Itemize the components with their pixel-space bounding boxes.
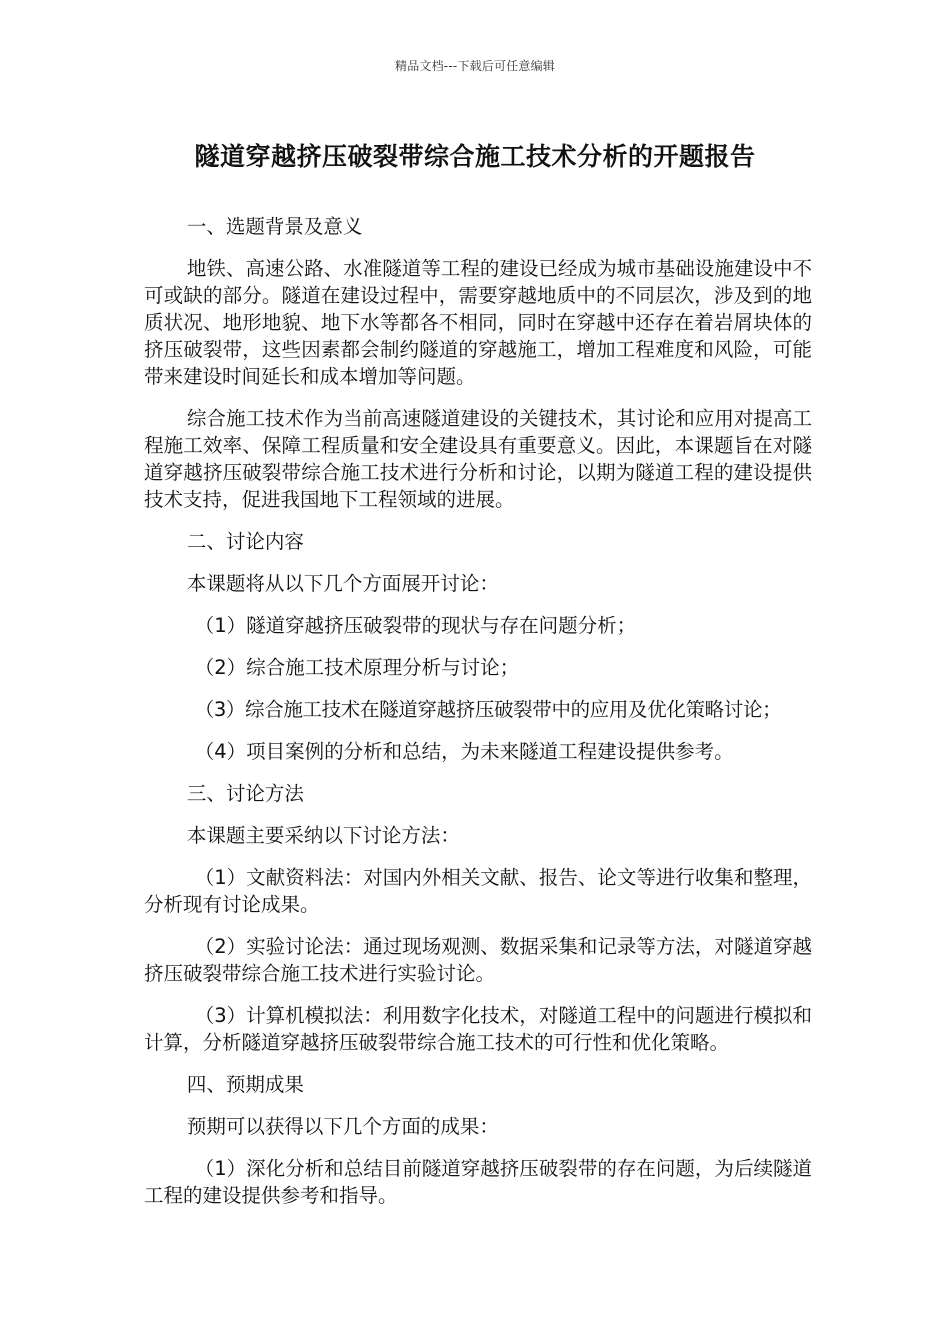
section-intro: 本课题将从以下几个方面展开讨论： bbox=[186, 572, 499, 595]
list-item: （1）深化分析和总结目前隧道穿越挤压破裂带的存在问题，为后续隧道工程的建设提供参考和指导。 bbox=[144, 1157, 812, 1207]
list-item: （1）隧道穿越挤压破裂带的现状与存在问题分析； bbox=[194, 614, 637, 637]
list-item: （2）实验讨论法：通过现场观测、数据采集和记录等方法，对隧道穿越挤压破裂带综合施工技术进行实验讨论。 bbox=[144, 935, 812, 985]
section-heading-3: 三、讨论方法 bbox=[186, 782, 304, 805]
paragraph: 综合施工技术作为当前高速隧道建设的关键技术，其讨论和应用对提高工程施工效率、保障工程质量和安全建设具有重要意义。因此，本课题旨在对隧道穿越挤压破裂带综合施工技术进行分析和讨论，以期为隧道工程的建设提供技术支持，促进我国地下工程领域的进展。 bbox=[144, 407, 812, 511]
section-heading-1: 一、选题背景及意义 bbox=[186, 215, 363, 238]
list-item: （3）综合施工技术在隧道穿越挤压破裂带中的应用及优化策略讨论； bbox=[194, 698, 782, 721]
section-intro: 预期可以获得以下几个方面的成果： bbox=[186, 1115, 499, 1138]
list-item: （1）文献资料法：对国内外相关文献、报告、论文等进行收集和整理，分析现有讨论成果。 bbox=[144, 866, 812, 916]
list-item: （2）综合施工技术原理分析与讨论； bbox=[194, 656, 520, 679]
paragraph: 地铁、高速公路、水准隧道等工程的建设已经成为城市基础设施建设中不可或缺的部分。隧道在建设过程中，需要穿越地质中的不同层次，涉及到的地质状况、地形地貌、地下水等都各不相同，同时在穿越中还存在着岩屑块体的挤压破裂带，这些因素都会制约隧道的穿越施工，增加工程难度和风险，可能带来建设时间延长和成本增加等问题。 bbox=[144, 257, 812, 388]
section-intro: 本课题主要采纳以下讨论方法： bbox=[186, 824, 460, 847]
section-heading-2: 二、讨论内容 bbox=[186, 530, 304, 553]
section-heading-4: 四、预期成果 bbox=[186, 1073, 304, 1096]
document-body bbox=[144, 213, 812, 1209]
list-item: （4）项目案例的分析和总结，为未来隧道工程建设提供参考。 bbox=[194, 740, 734, 763]
header-note: 精品文档---下载后可任意编辑 bbox=[395, 59, 555, 73]
document-title: 隧道穿越挤压破裂带综合施工技术分析的开题报告 bbox=[194, 142, 756, 171]
list-item: （3）计算机模拟法：利用数字化技术，对隧道工程中的问题进行模拟和计算，分析隧道穿越挤压破裂带综合施工技术的可行性和优化策略。 bbox=[144, 1004, 812, 1054]
